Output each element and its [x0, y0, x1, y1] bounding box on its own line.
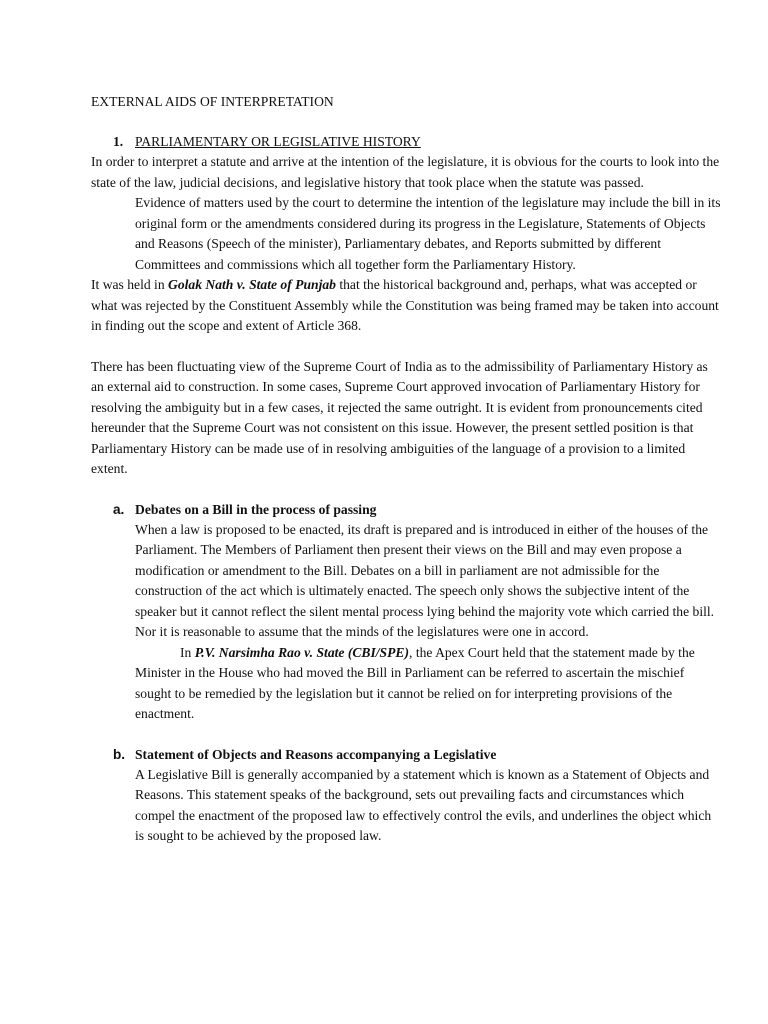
subsection-b-paragraph-1: A Legislative Bill is generally accompanied by a statement which is known as a Statement of Objects and Reasons. This statement speaks of the background, sets out prevailing facts and circumstances which compel the enactment of the proposed law to effectively control the evils, and underlines the object which is sought to be achieved by the proposed law. — [135, 766, 712, 843]
section1-paragraph-1: In order to interpret a statute and arrive at the intention of the legislature, it is obvious for the courts to look into the state of the law, judicial decisions, and legislative history that took place when the statute was passed. — [91, 154, 720, 190]
spacer — [91, 725, 723, 745]
subsection-a-paragraph-1: When a law is proposed to be enacted, its draft is prepared and is introduced in either of the houses of the Parliament. The Members of Parliament then present their views on the Bill and may even propose a modification or amendment to the Bill. Debates on a bill in parliament are not admissible for the construction of the act which is ultimately enacted. The speech only shows the subjective intent of the speaker but it cannot reflect the silent mental process lying behind the majority vote which carried the bill. Nor it is reasonable to assume that the minds of the legislatures were one in accord. — [135, 521, 715, 639]
case-citation: P.V. Narsimha Rao v. State (CBI/SPE) — [194, 644, 410, 660]
section-heading-1 — [91, 132, 723, 152]
paragraph-text: It was held in — [91, 277, 169, 292]
case-citation: Golak Nath v. State of Punjab — [168, 277, 336, 292]
paragraph-text: In — [180, 644, 195, 660]
list-marker: b. — [113, 746, 126, 762]
section1-paragraph-4: There has been fluctuating view of the Supreme Court of India as to the admissibility of Parliamentary History as an external aid to construction. In some cases, Supreme Court approved invocation of Parliamentary History for resolving the ambiguity but in a few cases, it rejected the same outright. It is evident from pronouncements cited hereunder that the Supreme Court was not consistent on this issue. However, the present settled position is that Parliamentary History can be made use of in resolving ambiguities of the language of a provision to a limited extent. — [91, 358, 708, 476]
spacer — [91, 337, 723, 357]
subsection-title: Debates on a Bill in the process of passing — [135, 501, 377, 517]
section1-paragraph-3 — [91, 275, 723, 337]
subsection-heading-a — [91, 500, 723, 520]
subsection-a-paragraph-2 — [135, 643, 723, 725]
subsection-title: Statement of Objects and Reasons accompanying a Legislative — [135, 746, 497, 762]
document-page — [91, 92, 723, 847]
section-number: 1. — [113, 134, 124, 149]
section1-paragraph-2: Evidence of matters used by the court to determine the intention of the legislature may include the bill in its original form or the amendments considered during its progress in the Legislature, Statements of Objects and Reasons (Speech of the minister), Parliamentary debates, and Reports submitted by different Committees and commissions which all together form the Parliamentary History. — [135, 195, 721, 272]
subsection-heading-b — [91, 745, 723, 765]
spacer — [91, 480, 723, 500]
section-title: PARLIAMENTARY OR LEGISLATIVE HISTORY — [135, 134, 421, 149]
paragraph-text: , the Apex Court held that the statement made by the Minister in the House who had moved the Bill in Parliament can be referred to ascertain the mischief sought to be remedied by the legislation but it cannot be relied on for interpreting provisions of the enactment. — [135, 644, 695, 721]
document-title: EXTERNAL AIDS OF INTERPRETATION — [91, 94, 334, 109]
paragraph-text: that the historical background and, perhaps, what was accepted or what was rejected by the Constituent Assembly while the Constitution was being framed may be taken into account in finding out the scope and extent of Article 368. — [91, 277, 719, 333]
list-marker: a. — [113, 501, 125, 517]
